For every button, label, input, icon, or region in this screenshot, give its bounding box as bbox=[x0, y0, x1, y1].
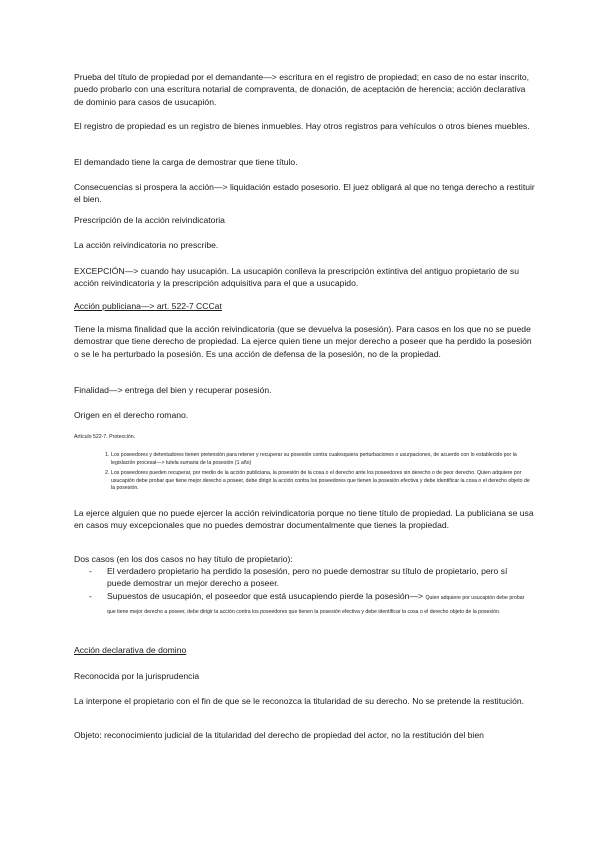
article-item-number: 2. bbox=[105, 470, 110, 476]
paragraph-interpone: La interpone el propietario con el fin de que se le reconozca la titularidad de su derecho. No se pretende la restitución. bbox=[74, 696, 525, 706]
paragraph-carga-demandado: El demandado tiene la carga de demostrar que tiene título. bbox=[74, 157, 298, 167]
list-dash: - bbox=[89, 566, 92, 576]
paragraph-no-prescribe: La acción reivindicatoria no prescribe. bbox=[74, 240, 219, 250]
paragraph-finalidad: Finalidad—> entrega del bien y recuperar posesión. bbox=[74, 385, 272, 395]
paragraph-ejerce: La ejerce alguien que no puede ejercer la acción reivindicatoria porque no tiene título de propiedad. La publiciana se usa en casos muy excepcionales que no puedes demostrar documentalmente que tienes la propiedad. bbox=[74, 508, 534, 531]
article-title: Artículo 522-7. Protección. bbox=[74, 434, 136, 440]
list-dash: - bbox=[89, 591, 92, 601]
paragraph-registro-propiedad: El registro de propiedad es un registro de bienes inmuebles. Hay otros registros para vehículos o otros bienes muebles. bbox=[74, 121, 530, 131]
list-item-usucapion bbox=[107, 590, 532, 619]
article-item-text: Los poseedores pueden recuperar, por medio de la acción publiciana, la posesión de la cosa o el derecho ante los poseedores sin derecho o de peor derecho. Quien adquiere por usucapión debe probar que tiene mejor derecho a poseer, debe dirigir la acción contra los poseedores que tienen la posesión efectiva y debe identificar la cosa o el derecho objeto de la posesión. bbox=[111, 470, 530, 492]
paragraph-finalidad-publiciana: Tiene la misma finalidad que la acción reivindicatoria (que se devuelva la posesión). Para casos en los que no se puede demostrar que tiene derecho de propiedad. La ejerce quien tiene un mejor derecho a poseer que ha perdido la posesión o se le ha perturbado la posesión. Es una acción de defensa de la posesión, no de la propiedad. bbox=[74, 324, 532, 359]
paragraph-reconocida: Reconocida por la jurisprudencia bbox=[74, 671, 200, 681]
heading-accion-declarativa: Acción declarativa de domino bbox=[74, 645, 187, 655]
article-item-number: 1. bbox=[105, 452, 110, 458]
paragraph-objeto: Objeto: reconocimiento judicial de la titularidad del derecho de propiedad del actor, no la restitución del bien bbox=[74, 730, 484, 740]
article-item-text: Los poseedores y detentadores tienen pretensión para retener y recuperar su posesión contra cualesquiera perturbaciones o usurpaciones, de acuerdo con lo establecido por la legislación procesal—> tutela sumaria de la posesión (1 año) bbox=[111, 452, 517, 466]
list-item-usucapion-small: Quien adquiere por usucapión debe probar que tiene mejor derecho a poseer, debe dirigir la acción contra los poseedores que tienen la posesión efectiva y debe identificar la cosa o el derecho objeto de la posesión. bbox=[107, 595, 525, 616]
paragraph-origen: Origen en el derecho romano. bbox=[74, 410, 189, 420]
paragraph-prueba-titulo: Prueba del título de propiedad por el demandante—> escritura en el registro de propiedad; en caso de no estar inscrito, puedo probarlo con una escritura notarial de compraventa, de donación, de aceptación de herencia; acción declarativa de dominio para casos de usucapión. bbox=[74, 72, 530, 107]
paragraph-consecuencias: Consecuencias si prospera la acción—> liquidación estado posesorio. El juez obligará al que no tenga derecho a restituir el bien. bbox=[74, 182, 535, 205]
heading-accion-publiciana: Acción publiciana—> art. 522-7 CCCat bbox=[74, 301, 222, 311]
paragraph-excepcion: EXCEPCIÓN—> cuando hay usucapión. La usucapión conlleva la prescripción extintiva del antiguo propietario de su acción reivindicatoria y la prescripción adquisitiva para el que a usucapido. bbox=[74, 266, 519, 289]
heading-prescripcion: Prescripción de la acción reivindicatoria bbox=[74, 215, 225, 225]
list-item-usucapion-text: Supuestos de usucapión, el poseedor que está usucapiendo pierde la posesión—> bbox=[107, 591, 424, 601]
paragraph-dos-casos: Dos casos (en los dos casos no hay título de propietario): bbox=[74, 554, 293, 564]
list-item-verdadero-propietario: El verdadero propietario ha perdido la posesión, pero no puede demostrar su título de propietario, pero sí puede demostrar un mejor derecho a poseer. bbox=[107, 566, 508, 589]
